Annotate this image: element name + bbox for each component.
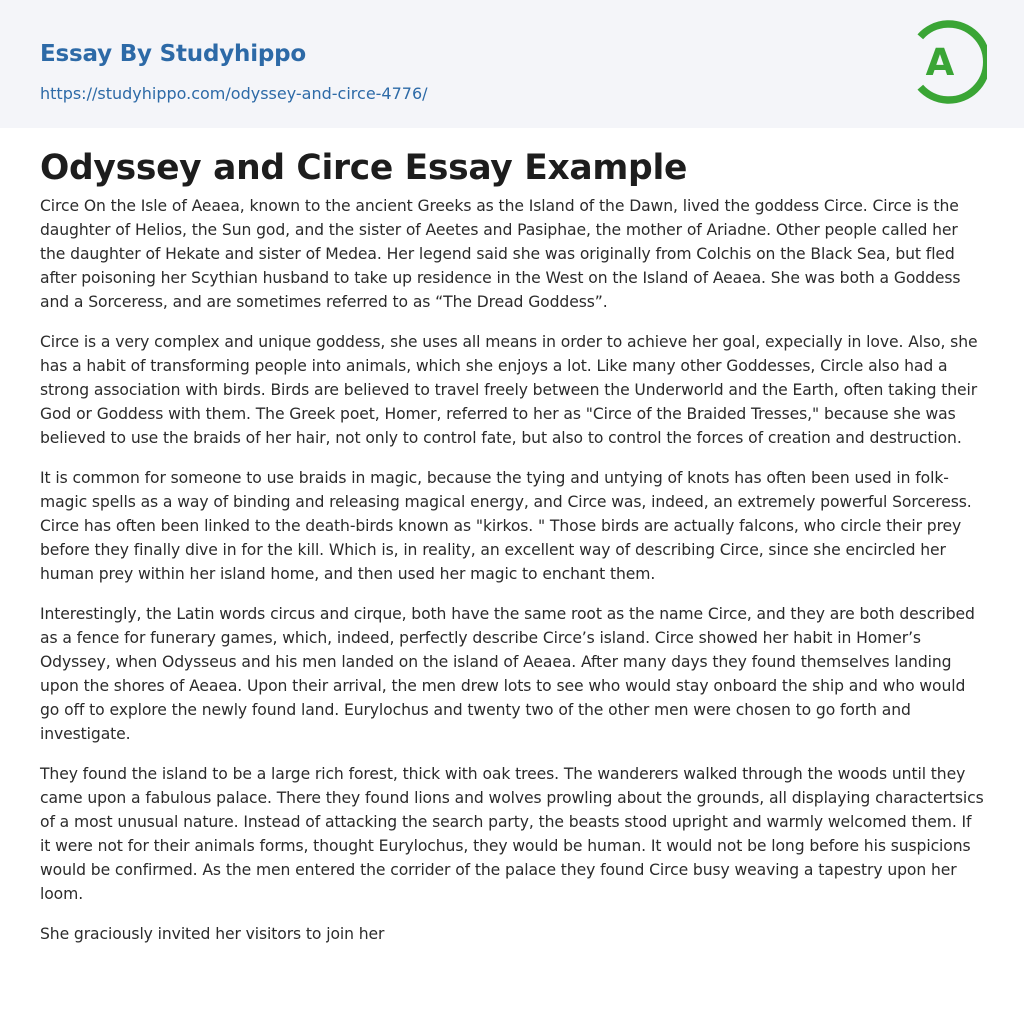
page-url-link[interactable]: https://studyhippo.com/odyssey-and-circe-4776/	[40, 84, 428, 103]
paragraph-2: Circe is a very complex and unique goddess, she uses all means in order to achieve her goal, expecially in love. Also, she has a habit of transforming people into animals, which she enjoys a lot. Like many other Goddesses, Circle also had a strong association with birds. Birds are believed to travel freely between the Underworld and the Earth, often taking their God or Goddess with them. The Greek poet, Homer, referred to her as "Circe of the Braided Tresses," because she was believed to use the braids of her hair, not only to control fate, but also to control the forces of creation and destruction.	[40, 333, 978, 447]
logo-letter: A	[925, 41, 955, 84]
site-header	[0, 0, 1024, 128]
site-brand[interactable]: Essay By Studyhippo	[40, 41, 307, 67]
page-title: Odyssey and Circe Essay Example	[40, 148, 688, 188]
paragraph-1: Circe On the Isle of Aeaea, known to the ancient Greeks as the Island of the Dawn, lived the goddess Circe. Circe is the daughter of Helios, the Sun god, and the sister of Aeetes and Pasiphae, the mother of Ariadne. Other people called her the daughter of Hekate and sister of Medea. Her legend said she was originally from Colchis on the Black Sea, but fled after poisoning her Scythian husband to take up residence in the West on the Island of Aeaea. She was both a Goddess and a Sorceress, and are sometimes referred to as “The Dread Goddess”.	[40, 197, 961, 311]
studyhippo-logo-icon[interactable]	[913, 19, 987, 105]
paragraph-3: It is common for someone to use braids in magic, because the tying and untying of knots has often been used in folk-magic spells as a way of binding and releasing magical energy, and Circe was, indeed, an extremely powerful Sorceress. Circe has often been linked to the death-birds known as "kirkos. " Those birds are actually falcons, who circle their prey before they finally dive in for the kill. Which is, in reality, an excellent way of describing Circe, since she encircled her human prey within her island home, and then used her magic to enchant them.	[40, 469, 972, 583]
article	[40, 144, 985, 962]
paragraph-4: Interestingly, the Latin words circus and cirque, both have the same root as the name Circe, and they are both described as a fence for funerary games, which, indeed, perfectly describe Circe’s island. Circe showed her habit in Homer’s Odyssey, when Odysseus and his men landed on the island of Aeaea. After many days they found themselves landing upon the shores of Aeaea. Upon their arrival, the men drew lots to see who would stay onboard the ship and who would go off to explore the newly found land. Eurylochus and twenty two of the other men were chosen to go forth and investigate.	[40, 605, 975, 743]
paragraph-5: They found the island to be a large rich forest, thick with oak trees. The wanderers walked through the woods until they came upon a fabulous palace. There they found lions and wolves prowling about the grounds, all displaying charactertsics of a most unusual nature. Instead of attacking the search party, the beasts stood upright and warmly welcomed them. If it were not for their animals forms, thought Eurylochus, they would be human. It would not be long before his suspicions would be confirmed. As the men entered the corrider of the palace they found Circe busy weaving a tapestry upon her loom.	[40, 765, 984, 903]
paragraph-6: She graciously invited her visitors to join her	[40, 925, 385, 943]
